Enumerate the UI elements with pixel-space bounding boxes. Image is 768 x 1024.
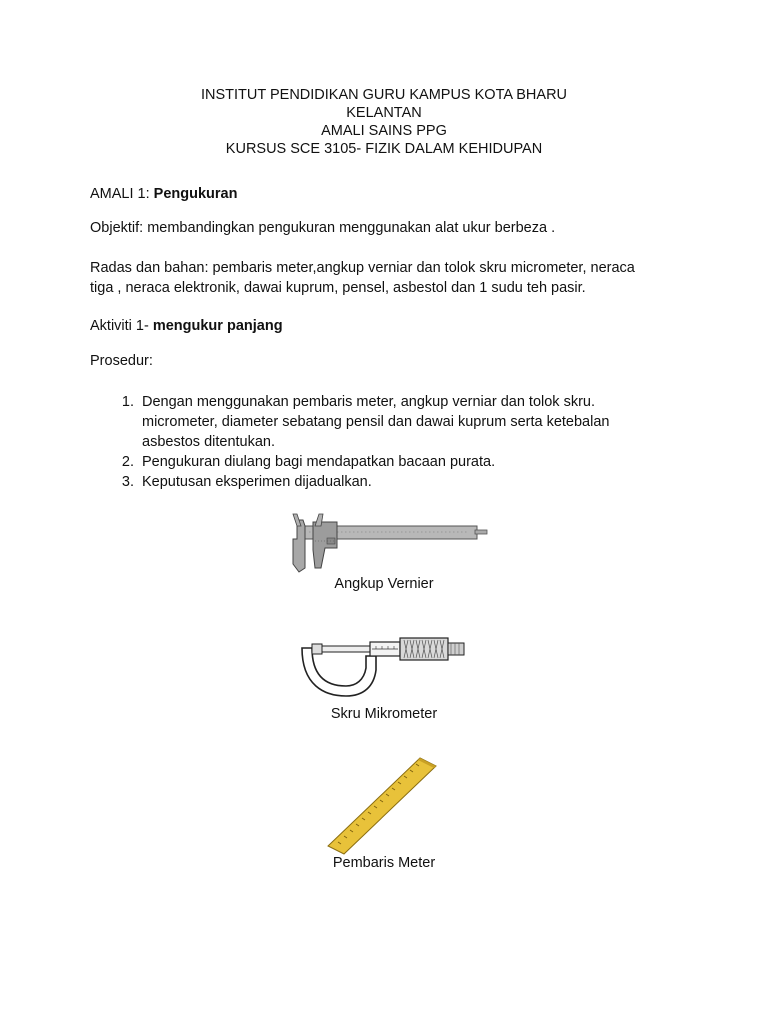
amali-title (90, 184, 690, 204)
header-program: AMALI SAINS PPG (321, 123, 447, 139)
document-header (0, 86, 768, 158)
activity-name: mengukur panjang (152, 318, 283, 334)
vernier-caliper-icon (279, 510, 489, 578)
header-state: KELANTAN (346, 105, 422, 121)
activity-prefix: Aktiviti 1- (90, 318, 153, 334)
procedure-heading: Prosedur: (90, 353, 153, 369)
ruler-caption: Pembaris Meter (332, 855, 436, 871)
step-1-line-3: asbestos ditentukan. (142, 434, 276, 450)
step-1-line-1: 1. Dengan menggunakan pembaris meter, angkup verniar dan tolok skru. (142, 394, 595, 410)
procedure-list (90, 392, 690, 492)
header-institute: INSTITUT PENDIDIKAN GURU KAMPUS KOTA BHARU (200, 87, 568, 103)
apparatus-text (90, 258, 690, 298)
activity-title (90, 316, 690, 336)
step-3-line-1: 3. Keputusan eksperimen dijadualkan. (142, 474, 372, 490)
step-1-line-2: micrometer, diameter sebatang pensil dan dawai kuprum serta ketebalan (142, 414, 610, 430)
apparatus-line-2: tiga , neraca elektronik, dawai kuprum, pensel, asbestol dan 1 sudu teh pasir. (90, 280, 586, 296)
micrometer-icon (294, 630, 474, 700)
procedure-step (138, 392, 690, 452)
step-2-line-1: 2. Pengukuran diulang bagi mendapatkan bacaan purata. (142, 454, 496, 470)
procedure-step (138, 452, 690, 472)
procedure-step (138, 472, 690, 492)
meter-ruler-icon (324, 756, 444, 856)
apparatus-line-1: Radas dan bahan: pembaris meter,angkup verniar dan tolok skru micrometer, neraca (90, 260, 635, 276)
vernier-caption: Angkup Vernier (334, 576, 434, 592)
ruler-figure (0, 756, 768, 856)
objective-text: Objektif: membandingkan pengukuran menggunakan alat ukur berbeza . (90, 220, 556, 236)
micrometer-caption: Skru Mikrometer (330, 706, 438, 722)
micrometer-figure (0, 630, 768, 700)
amali-prefix: AMALI 1: (90, 186, 154, 202)
vernier-figure (0, 510, 768, 578)
header-course: KURSUS SCE 3105- FIZIK DALAM KEHIDUPAN (225, 141, 543, 157)
amali-name: Pengukuran (153, 186, 238, 202)
